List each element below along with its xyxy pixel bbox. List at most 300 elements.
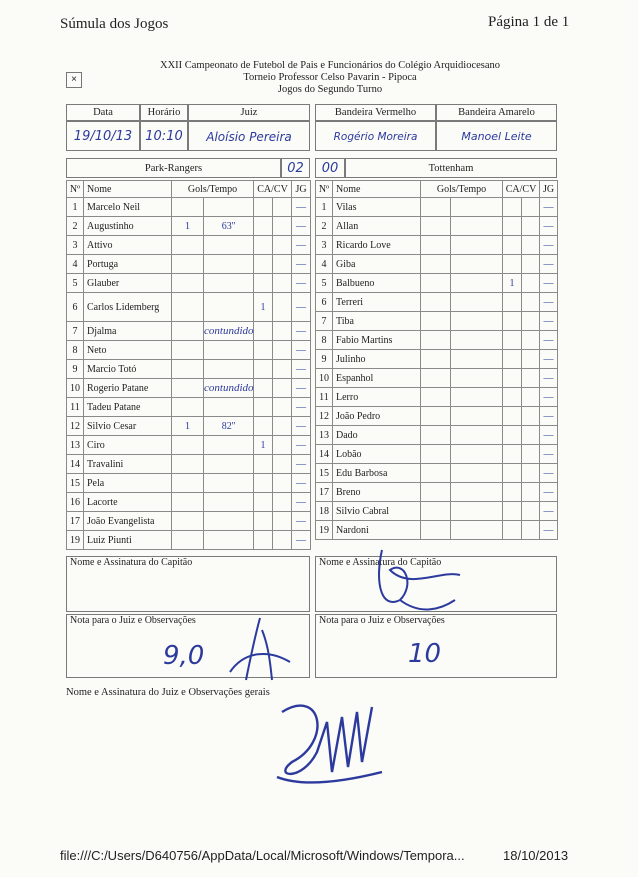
card-ca <box>503 426 522 445</box>
player-number: 7 <box>67 322 84 341</box>
home-captain-signature <box>210 610 300 690</box>
away-score: 00 <box>315 158 345 178</box>
card-ca <box>503 293 522 312</box>
card-cv <box>273 198 292 217</box>
goal-count <box>421 274 451 293</box>
played-mark: — <box>292 398 311 417</box>
player-name: Edu Barbosa <box>333 464 421 483</box>
player-name: Lobão <box>333 445 421 464</box>
player-name: Balbueno <box>333 274 421 293</box>
goal-time <box>451 312 503 331</box>
player-number: 12 <box>316 407 333 426</box>
card-ca <box>503 445 522 464</box>
card-cv <box>522 369 540 388</box>
cards-header: CA/CV <box>254 181 292 198</box>
goal-count <box>421 293 451 312</box>
player-name: Neto <box>84 341 172 360</box>
player-row <box>316 483 558 502</box>
player-name: Nardoni <box>333 521 421 540</box>
player-number: 5 <box>316 274 333 293</box>
player-row <box>316 312 558 331</box>
goal-count <box>172 379 204 398</box>
goal-time <box>451 521 503 540</box>
match-date: 19/10/13 <box>66 121 140 151</box>
goal-count <box>172 531 204 550</box>
goal-count <box>172 341 204 360</box>
goal-time <box>204 531 254 550</box>
player-name: Lerro <box>333 388 421 407</box>
goal-time <box>204 360 254 379</box>
played-mark: — <box>540 217 558 236</box>
goal-time <box>451 388 503 407</box>
goal-time <box>204 436 254 455</box>
player-name: Augustinho <box>84 217 172 236</box>
player-name: Ricardo Love <box>333 236 421 255</box>
player-number: 10 <box>316 369 333 388</box>
player-row <box>316 388 558 407</box>
player-name: Travalini <box>84 455 172 474</box>
player-number: 7 <box>316 312 333 331</box>
player-row <box>316 331 558 350</box>
player-name: Luiz Piunti <box>84 531 172 550</box>
played-mark: — <box>540 502 558 521</box>
played-mark: — <box>292 379 311 398</box>
card-cv <box>522 483 540 502</box>
card-cv <box>273 322 292 341</box>
card-cv <box>522 236 540 255</box>
card-ca <box>254 274 273 293</box>
card-cv <box>522 255 540 274</box>
played-mark: — <box>292 493 311 512</box>
goal-count <box>172 493 204 512</box>
player-number: 6 <box>316 293 333 312</box>
card-cv <box>522 445 540 464</box>
played-mark: — <box>540 312 558 331</box>
goal-time: 82'' <box>204 417 254 436</box>
player-number: 11 <box>316 388 333 407</box>
card-ca <box>503 521 522 540</box>
goal-count: 1 <box>172 217 204 236</box>
played-mark: — <box>540 293 558 312</box>
file-path: file:///C:/Users/D640756/AppData/Local/Microsoft/Windows/Tempora... <box>60 848 465 863</box>
goal-time <box>451 274 503 293</box>
played-mark: — <box>540 464 558 483</box>
goal-time <box>451 331 503 350</box>
goal-count <box>421 312 451 331</box>
home-team-name: Park-Rangers <box>66 158 281 178</box>
card-ca <box>503 483 522 502</box>
card-cv <box>273 255 292 274</box>
card-ca <box>503 312 522 331</box>
goal-time <box>204 493 254 512</box>
goal-time <box>451 483 503 502</box>
player-number: 18 <box>316 502 333 521</box>
player-number: 11 <box>67 398 84 417</box>
referee-name: Aloísio Pereira <box>188 121 310 151</box>
player-number: 13 <box>67 436 84 455</box>
player-name: Djalma <box>84 322 172 341</box>
player-row <box>67 293 311 322</box>
goal-time <box>451 426 503 445</box>
player-name: Allan <box>333 217 421 236</box>
played-mark: — <box>292 255 311 274</box>
goal-count <box>421 217 451 236</box>
player-number: 19 <box>67 531 84 550</box>
player-row <box>67 198 311 217</box>
goal-time <box>451 236 503 255</box>
player-name: Terreri <box>333 293 421 312</box>
goal-time <box>451 198 503 217</box>
player-number: 4 <box>316 255 333 274</box>
played-mark: — <box>292 531 311 550</box>
player-number: 1 <box>67 198 84 217</box>
player-number: 17 <box>316 483 333 502</box>
time-label: Horário <box>140 104 188 121</box>
player-row <box>67 531 311 550</box>
card-ca <box>254 322 273 341</box>
goal-count <box>421 331 451 350</box>
goal-count <box>421 198 451 217</box>
card-ca: 1 <box>254 293 273 322</box>
card-cv <box>273 379 292 398</box>
date-label: Data <box>66 104 140 121</box>
goal-time <box>451 217 503 236</box>
card-ca <box>254 379 273 398</box>
player-row <box>67 455 311 474</box>
player-number: 16 <box>67 493 84 512</box>
tournament-title: Torneio Professor Celso Pavarin - Pipoca <box>243 72 417 83</box>
card-cv <box>522 274 540 293</box>
home-captain-box[interactable] <box>66 556 310 612</box>
goal-count <box>172 236 204 255</box>
championship-title: XXII Campeonato de Futebol de Pais e Funcionários do Colégio Arquidiocesano <box>159 60 501 71</box>
player-number: 8 <box>67 341 84 360</box>
played-mark: — <box>292 417 311 436</box>
player-name: João Pedro <box>333 407 421 426</box>
goal-count <box>421 236 451 255</box>
goal-count <box>172 293 204 322</box>
player-number: 15 <box>67 474 84 493</box>
played-mark: — <box>540 331 558 350</box>
player-row <box>316 350 558 369</box>
goal-count: 1 <box>172 417 204 436</box>
played-mark: — <box>292 217 311 236</box>
jg-header: JG <box>540 181 558 198</box>
player-number: 5 <box>67 274 84 293</box>
player-row <box>316 521 558 540</box>
player-row <box>67 398 311 417</box>
goal-count <box>172 436 204 455</box>
player-name: Rogerio Patane <box>84 379 172 398</box>
card-cv <box>273 217 292 236</box>
player-number: 17 <box>67 512 84 531</box>
notes-label: Nota para o Juiz e Observações <box>70 615 196 626</box>
goal-time <box>204 398 254 417</box>
card-ca <box>503 502 522 521</box>
card-cv <box>522 350 540 369</box>
goal-count <box>172 474 204 493</box>
goal-time <box>451 464 503 483</box>
card-cv <box>273 293 292 322</box>
played-mark: — <box>540 407 558 426</box>
page-number: Página 1 de 1 <box>488 14 570 30</box>
player-number: 1 <box>316 198 333 217</box>
away-grade: 10 <box>408 639 442 669</box>
away-players-table <box>315 180 558 540</box>
player-number: 6 <box>67 293 84 322</box>
yellow-flag-label: Bandeira Amarelo <box>436 104 557 121</box>
player-row <box>316 426 558 445</box>
card-cv <box>522 217 540 236</box>
card-cv <box>522 521 540 540</box>
player-name: Vilas <box>333 198 421 217</box>
played-mark: — <box>540 426 558 445</box>
home-players-table <box>66 180 311 550</box>
card-cv <box>273 236 292 255</box>
no-header: Nº <box>316 181 333 198</box>
goal-count <box>172 512 204 531</box>
referee-label: Juiz <box>188 104 310 121</box>
goal-time <box>451 407 503 426</box>
card-ca <box>254 474 273 493</box>
goal-time <box>204 255 254 274</box>
player-row <box>67 417 311 436</box>
card-ca: 1 <box>503 274 522 293</box>
player-name: Breno <box>333 483 421 502</box>
player-number: 14 <box>316 445 333 464</box>
referee-signature-label: Nome e Assinatura do Juiz e Observações gerais <box>66 687 270 698</box>
card-cv <box>522 388 540 407</box>
goal-time <box>204 474 254 493</box>
goal-time <box>451 369 503 388</box>
player-row <box>316 407 558 426</box>
player-row <box>316 217 558 236</box>
away-captain-signature <box>370 540 470 630</box>
card-ca <box>254 455 273 474</box>
card-cv <box>522 426 540 445</box>
played-mark: — <box>540 255 558 274</box>
card-ca <box>254 493 273 512</box>
player-name: Attivo <box>84 236 172 255</box>
goal-count <box>172 322 204 341</box>
card-cv <box>522 407 540 426</box>
goal-time <box>204 455 254 474</box>
player-name: Tiba <box>333 312 421 331</box>
player-row <box>67 255 311 274</box>
card-cv <box>522 198 540 217</box>
player-name: Pela <box>84 474 172 493</box>
player-row <box>67 274 311 293</box>
player-number: 3 <box>316 236 333 255</box>
player-row <box>67 379 311 398</box>
goal-time <box>204 236 254 255</box>
played-mark: — <box>292 474 311 493</box>
player-name: Marcio Totó <box>84 360 172 379</box>
goal-time <box>451 255 503 274</box>
card-ca <box>503 369 522 388</box>
card-ca <box>503 464 522 483</box>
card-cv <box>522 331 540 350</box>
goal-time: contundido <box>204 322 254 341</box>
referee-signature <box>262 682 392 792</box>
goal-count <box>172 198 204 217</box>
card-ca: 1 <box>254 436 273 455</box>
close-icon[interactable]: × <box>66 72 82 88</box>
played-mark: — <box>292 360 311 379</box>
card-ca <box>503 198 522 217</box>
card-cv <box>273 398 292 417</box>
card-ca <box>254 255 273 274</box>
away-team-name: Tottenham <box>345 158 557 178</box>
name-header: Nome <box>84 181 172 198</box>
card-ca <box>503 350 522 369</box>
cards-header: CA/CV <box>503 181 540 198</box>
card-ca <box>254 236 273 255</box>
goal-count <box>172 255 204 274</box>
player-row <box>67 436 311 455</box>
goals-header: Gols/Tempo <box>172 181 254 198</box>
player-name: Carlos Lidemberg <box>84 293 172 322</box>
card-ca <box>254 341 273 360</box>
goal-time <box>204 293 254 322</box>
played-mark: — <box>540 445 558 464</box>
document-title: Súmula dos Jogos <box>60 16 169 32</box>
player-name: Julinho <box>333 350 421 369</box>
goal-time <box>451 502 503 521</box>
player-row <box>316 198 558 217</box>
card-cv <box>273 274 292 293</box>
played-mark: — <box>292 236 311 255</box>
player-row <box>67 474 311 493</box>
player-row <box>67 217 311 236</box>
goal-count <box>421 521 451 540</box>
player-row <box>67 360 311 379</box>
player-number: 19 <box>316 521 333 540</box>
card-cv <box>273 493 292 512</box>
player-number: 9 <box>316 350 333 369</box>
card-cv <box>522 464 540 483</box>
goal-count <box>172 398 204 417</box>
played-mark: — <box>292 293 311 322</box>
player-number: 10 <box>67 379 84 398</box>
home-score: 02 <box>281 158 310 178</box>
played-mark: — <box>540 521 558 540</box>
played-mark: — <box>540 388 558 407</box>
yellow-flag-name: Manoel Leite <box>436 121 557 151</box>
player-row <box>316 255 558 274</box>
goal-time: contundido <box>204 379 254 398</box>
card-ca <box>503 331 522 350</box>
player-row <box>67 322 311 341</box>
card-ca <box>503 407 522 426</box>
goals-header: Gols/Tempo <box>421 181 503 198</box>
red-flag-label: Bandeira Vermelho <box>315 104 436 121</box>
player-row <box>67 341 311 360</box>
played-mark: — <box>292 322 311 341</box>
player-number: 2 <box>67 217 84 236</box>
card-ca <box>254 360 273 379</box>
card-cv <box>273 512 292 531</box>
played-mark: — <box>292 512 311 531</box>
card-cv <box>273 531 292 550</box>
goal-count <box>172 360 204 379</box>
played-mark: — <box>540 369 558 388</box>
goal-count <box>421 369 451 388</box>
card-ca <box>254 398 273 417</box>
player-row <box>316 502 558 521</box>
goal-time: 63'' <box>204 217 254 236</box>
player-row <box>316 274 558 293</box>
card-ca <box>503 217 522 236</box>
card-ca <box>254 198 273 217</box>
card-ca <box>254 217 273 236</box>
player-number: 4 <box>67 255 84 274</box>
player-name: Ciro <box>84 436 172 455</box>
goal-count <box>172 274 204 293</box>
match-time: 10:10 <box>140 121 188 151</box>
goal-count <box>421 502 451 521</box>
card-cv <box>273 360 292 379</box>
player-row <box>67 493 311 512</box>
player-name: Portuga <box>84 255 172 274</box>
played-mark: — <box>292 274 311 293</box>
goal-count <box>421 350 451 369</box>
home-grade: 9,0 <box>163 641 205 671</box>
jg-header: JG <box>292 181 311 198</box>
player-row <box>316 464 558 483</box>
played-mark: — <box>540 350 558 369</box>
player-row <box>316 445 558 464</box>
player-number: 12 <box>67 417 84 436</box>
goal-time <box>451 445 503 464</box>
played-mark: — <box>540 198 558 217</box>
player-name: Giba <box>333 255 421 274</box>
played-mark: — <box>540 274 558 293</box>
card-ca <box>254 417 273 436</box>
player-name: Dado <box>333 426 421 445</box>
card-ca <box>503 236 522 255</box>
goal-time <box>204 274 254 293</box>
card-cv <box>273 436 292 455</box>
red-flag-name: Rogério Moreira <box>315 121 436 151</box>
card-cv <box>273 455 292 474</box>
player-name: Glauber <box>84 274 172 293</box>
player-number: 3 <box>67 236 84 255</box>
played-mark: — <box>292 198 311 217</box>
player-name: Fabio Martins <box>333 331 421 350</box>
player-row <box>67 512 311 531</box>
card-ca <box>503 255 522 274</box>
player-number: 13 <box>316 426 333 445</box>
card-ca <box>503 388 522 407</box>
player-name: Silvio Cabral <box>333 502 421 521</box>
card-cv <box>273 417 292 436</box>
goal-count <box>421 426 451 445</box>
played-mark: — <box>292 341 311 360</box>
goal-time <box>204 512 254 531</box>
player-number: 14 <box>67 455 84 474</box>
goal-count <box>172 455 204 474</box>
player-row <box>316 293 558 312</box>
no-header: Nº <box>67 181 84 198</box>
card-cv <box>273 474 292 493</box>
card-ca <box>254 512 273 531</box>
card-cv <box>522 312 540 331</box>
player-number: 9 <box>67 360 84 379</box>
player-name: Silvio Cesar <box>84 417 172 436</box>
card-ca <box>254 531 273 550</box>
goal-time <box>204 341 254 360</box>
